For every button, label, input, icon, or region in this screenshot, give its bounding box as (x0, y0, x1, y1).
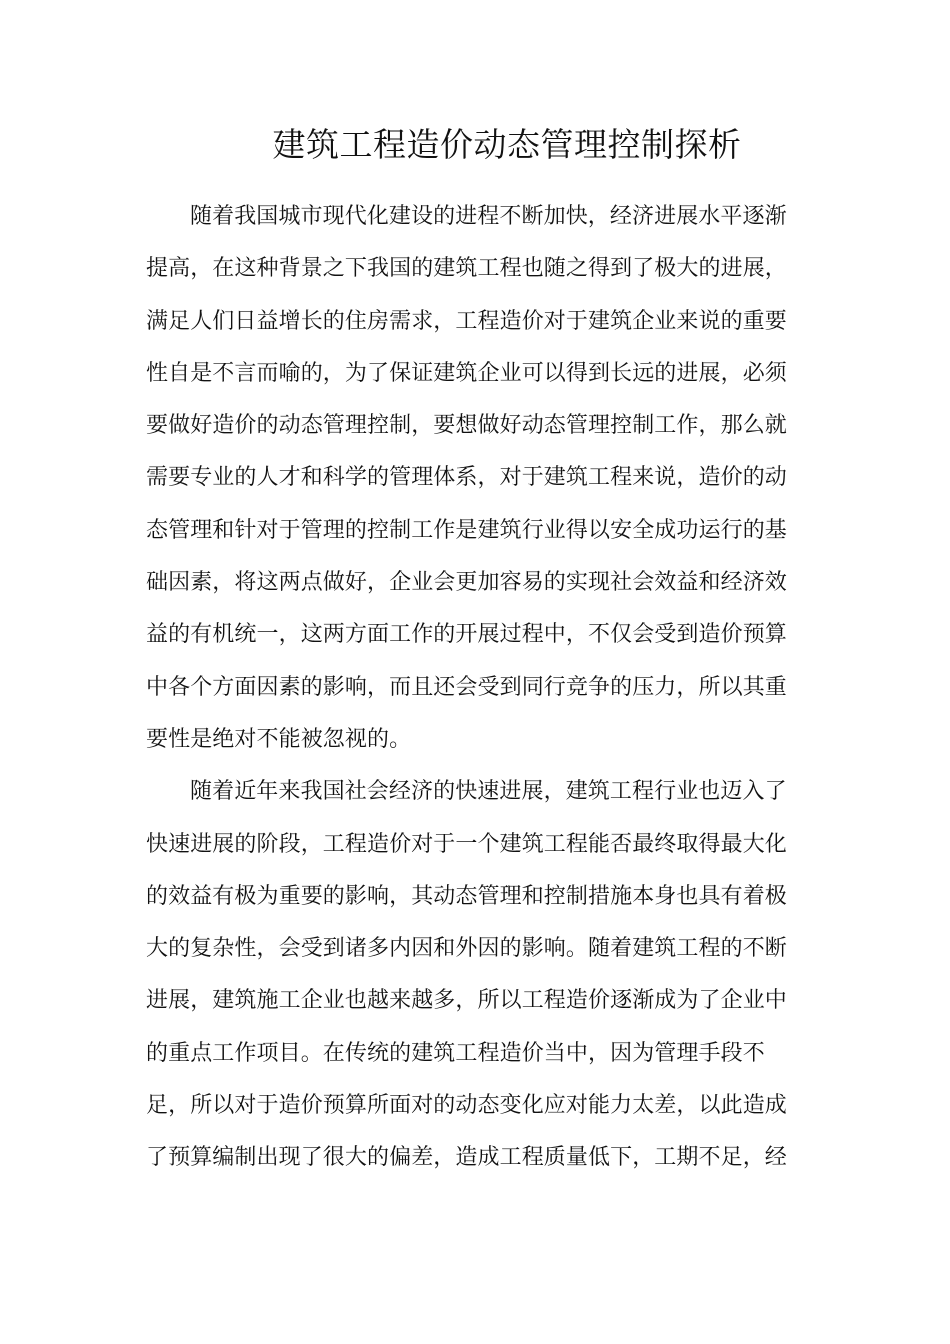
paragraph-2-line-7: 足，所以对于造价预算所面对的动态变化应对能力太差，以此造成 (146, 1093, 787, 1119)
paragraph-1-line-1: 随着我国城市现代化建设的进程不断加快，经济进展水平逐渐 (190, 204, 787, 229)
paragraph-1-line-5: 要做好造价的动态管理控制，要想做好动态管理控制工作，那么就 (146, 413, 787, 439)
document-body (146, 191, 806, 1185)
paragraph-2-line-8: 了预算编制出现了很大的偏差，造成工程质量低下，工期不足，经 (146, 1145, 787, 1171)
paragraph-1-line-11: 要性是绝对不能被忽视的。 (146, 726, 412, 752)
paragraph-2-line-5: 进展，建筑施工企业也越来越多，所以工程造价逐渐成为了企业中 (146, 988, 787, 1014)
paragraph-1-line-2: 提高，在这种背景之下我国的建筑工程也随之得到了极大的进展， (146, 256, 787, 282)
paragraph-2-line-6: 的重点工作项目。在传统的建筑工程造价当中，因为管理手段不 (146, 1040, 765, 1066)
paragraph-1-line-9: 益的有机统一，这两方面工作的开展过程中，不仅会受到造价预算 (146, 622, 787, 648)
paragraph-2-line-1: 随着近年来我国社会经济的快速进展，建筑工程行业也迈入了 (190, 779, 787, 805)
paragraph-2-line-4: 大的复杂性，会受到诸多内因和外因的影响。随着建筑工程的不断 (146, 936, 787, 962)
paragraph-1-line-6: 需要专业的人才和科学的管理体系，对于建筑工程来说，造价的动 (146, 465, 787, 491)
paragraph-1-line-3: 满足人们日益增长的住房需求，工程造价对于建筑企业来说的重要 (146, 308, 787, 334)
document-title: 建筑工程造价动态管理控制探析 (272, 125, 742, 164)
paragraph-1-line-10: 中各个方面因素的影响，而且还会受到同行竞争的压力，所以其重 (146, 674, 787, 700)
paragraph-2-line-3: 的效益有极为重要的影响，其动态管理和控制措施本身也具有着极 (146, 883, 787, 909)
paragraph-1-line-7: 态管理和针对于管理的控制工作是建筑行业得以安全成功运行的基 (146, 517, 787, 543)
paragraph-2-line-2: 快速进展的阶段，工程造价对于一个建筑工程能否最终取得最大化 (146, 831, 787, 857)
paragraph-1-line-4: 性自是不言而喻的，为了保证建筑企业可以得到长远的进展，必须 (146, 360, 787, 386)
paragraph-1-line-8: 础因素，将这两点做好，企业会更加容易的实现社会效益和经济效 (146, 570, 787, 596)
